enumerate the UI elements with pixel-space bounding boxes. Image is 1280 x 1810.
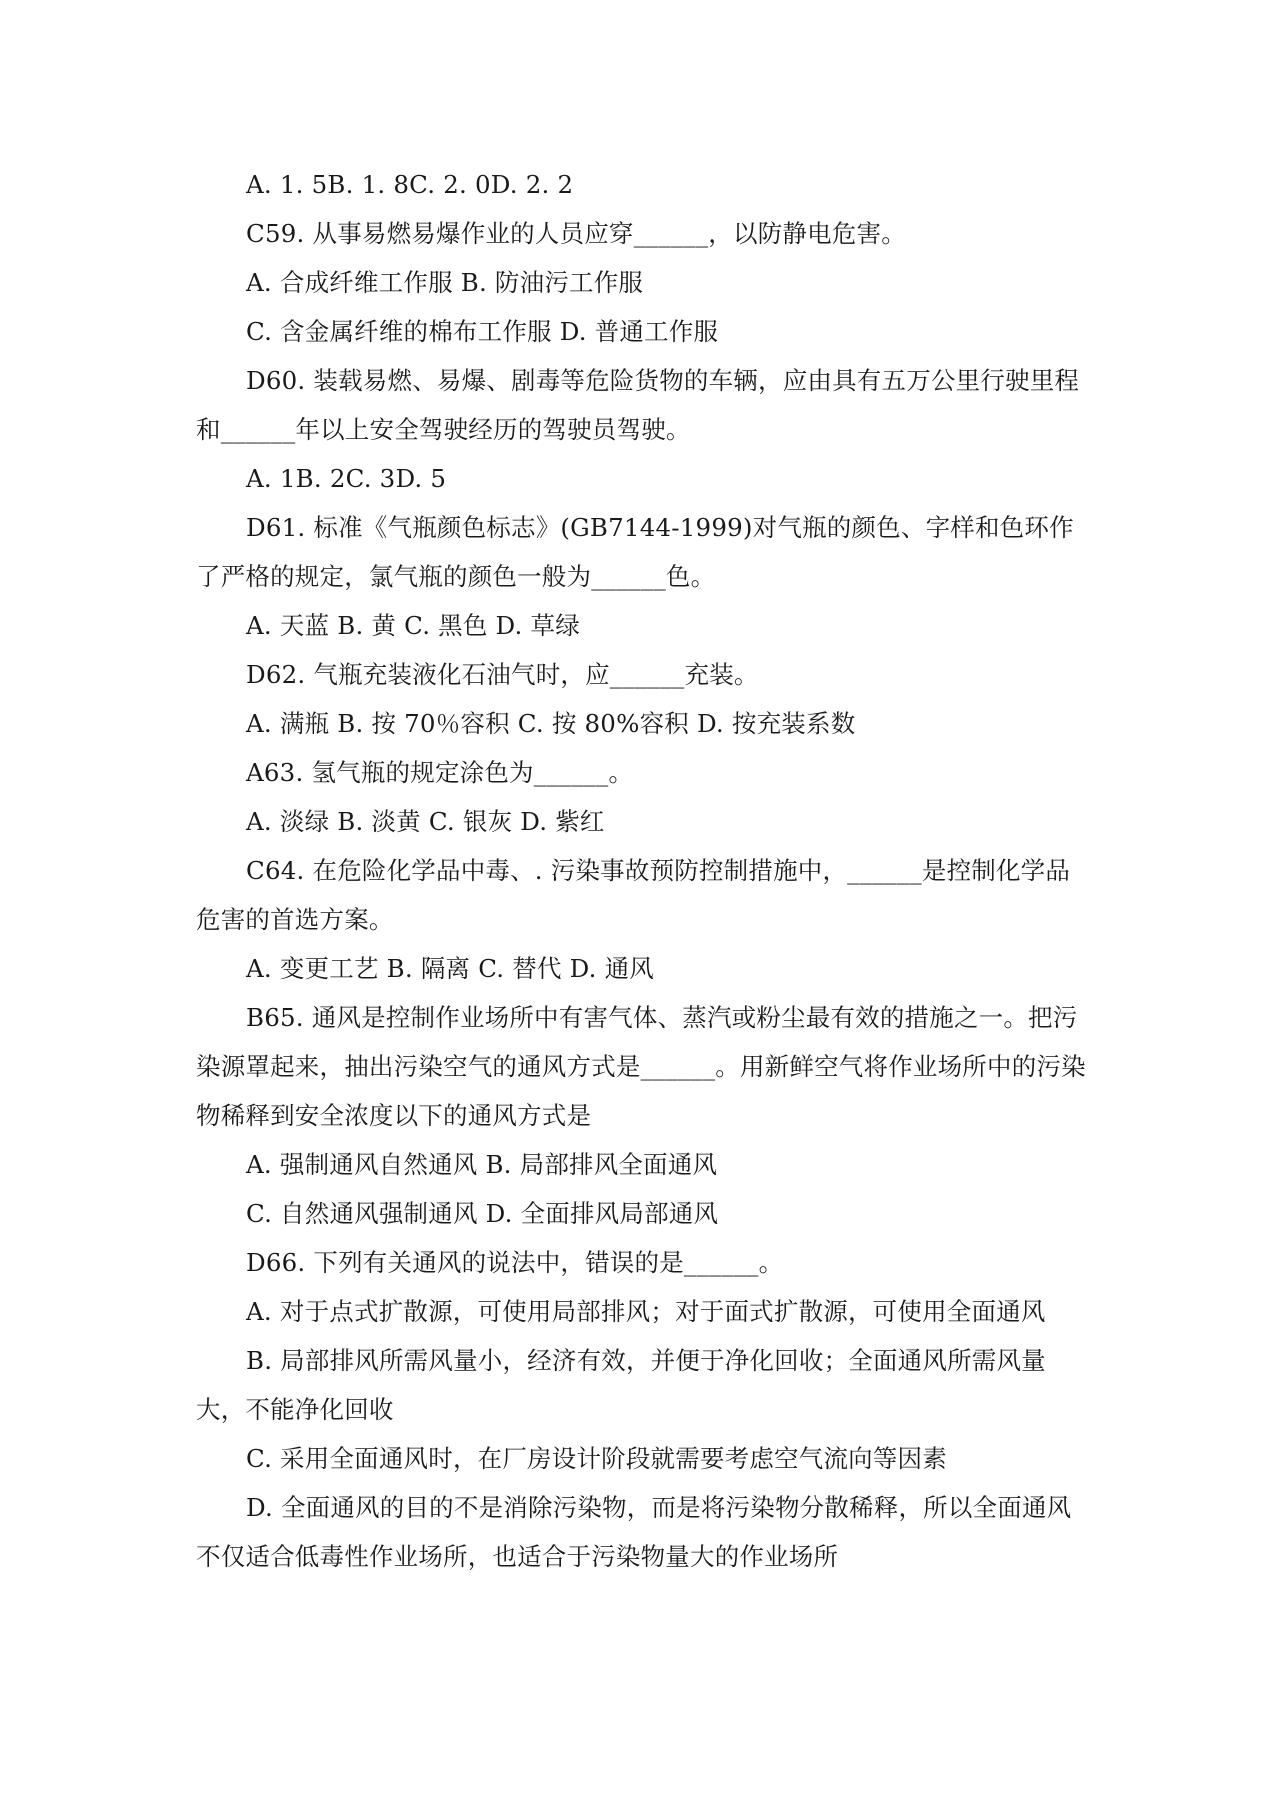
answer-options-q65-line2: C. 自然通风强制通风 D. 全面排风局部通风 [246,1199,719,1228]
answer-options-q60: A. 1B. 2C. 3D. 5 [246,464,447,493]
answer-options-q62: A. 满瓶 B. 按 70％容积 C. 按 80%容积 D. 按充装系数 [246,709,856,738]
answer-options-q65-line1: A. 强制通风自然通风 B. 局部排风全面通风 [246,1150,718,1179]
question-64: C64. 在危险化学品中毒、. 污染事故预防控制措施中，______是控制化学品危害的首选方案。 [196,856,1071,934]
answer-option-q66-b: B. 局部排风所需风量小，经济有效，并便于净化回收；全面通风所需风量大，不能净化回收 [196,1346,1046,1424]
answer-options-q59-line1: A. 合成纤维工作服 B. 防油污工作服 [246,268,644,297]
question-63: A63. 氢气瓶的规定涂色为______。 [246,758,634,787]
answer-option-q66-c: C. 采用全面通风时，在厂房设计阶段就需要考虑空气流向等因素 [246,1444,947,1473]
question-60: D60. 装载易燃、易爆、剧毒等危险货物的车辆，应由具有五万公里行驶里程和______年以上安全驾驶经历的驾驶员驾驶。 [196,366,1080,444]
answer-options-q64: A. 变更工艺 B. 隔离 C. 替代 D. 通风 [246,954,655,983]
document-page [196,160,1090,1581]
answer-options-q59-line2: C. 含金属纤维的棉布工作服 D. 普通工作服 [246,317,719,346]
answer-option-q66-d: D. 全面通风的目的不是消除污染物，而是将污染物分散稀释，所以全面通风不仅适合低毒性作业场所，也适合于污染物量大的作业场所 [196,1493,1072,1571]
question-61: D61. 标准《气瓶颜色标志》(GB7144-1999)对气瓶的颜色、字样和色环作了严格的规定，氯气瓶的颜色一般为______色。 [196,513,1074,591]
question-66: D66. 下列有关通风的说法中，错误的是______。 [246,1248,784,1277]
answer-options-q63: A. 淡绿 B. 淡黄 C. 银灰 D. 紫红 [246,807,605,836]
question-65: B65. 通风是控制作业场所中有害气体、蒸汽或粉尘最有效的措施之一。把污染源罩起来，抽出污染空气的通风方式是______。用新鲜空气将作业场所中的污染物稀释到安全浓度以下的通风方式是 [196,1003,1086,1130]
question-59: C59. 从事易燃易爆作业的人员应穿______，以防静电危害。 [246,219,906,248]
answer-options-q61: A. 天蓝 B. 黄 C. 黑色 D. 草绿 [246,611,580,640]
answer-option-q66-a: A. 对于点式扩散源，可使用局部排风；对于面式扩散源，可使用全面通风 [246,1297,1046,1326]
question-62: D62. 气瓶充装液化石油气时，应______充装。 [246,660,759,689]
answer-options-q58: A. 1. 5B. 1. 8C. 2. 0D. 2. 2 [246,170,574,199]
